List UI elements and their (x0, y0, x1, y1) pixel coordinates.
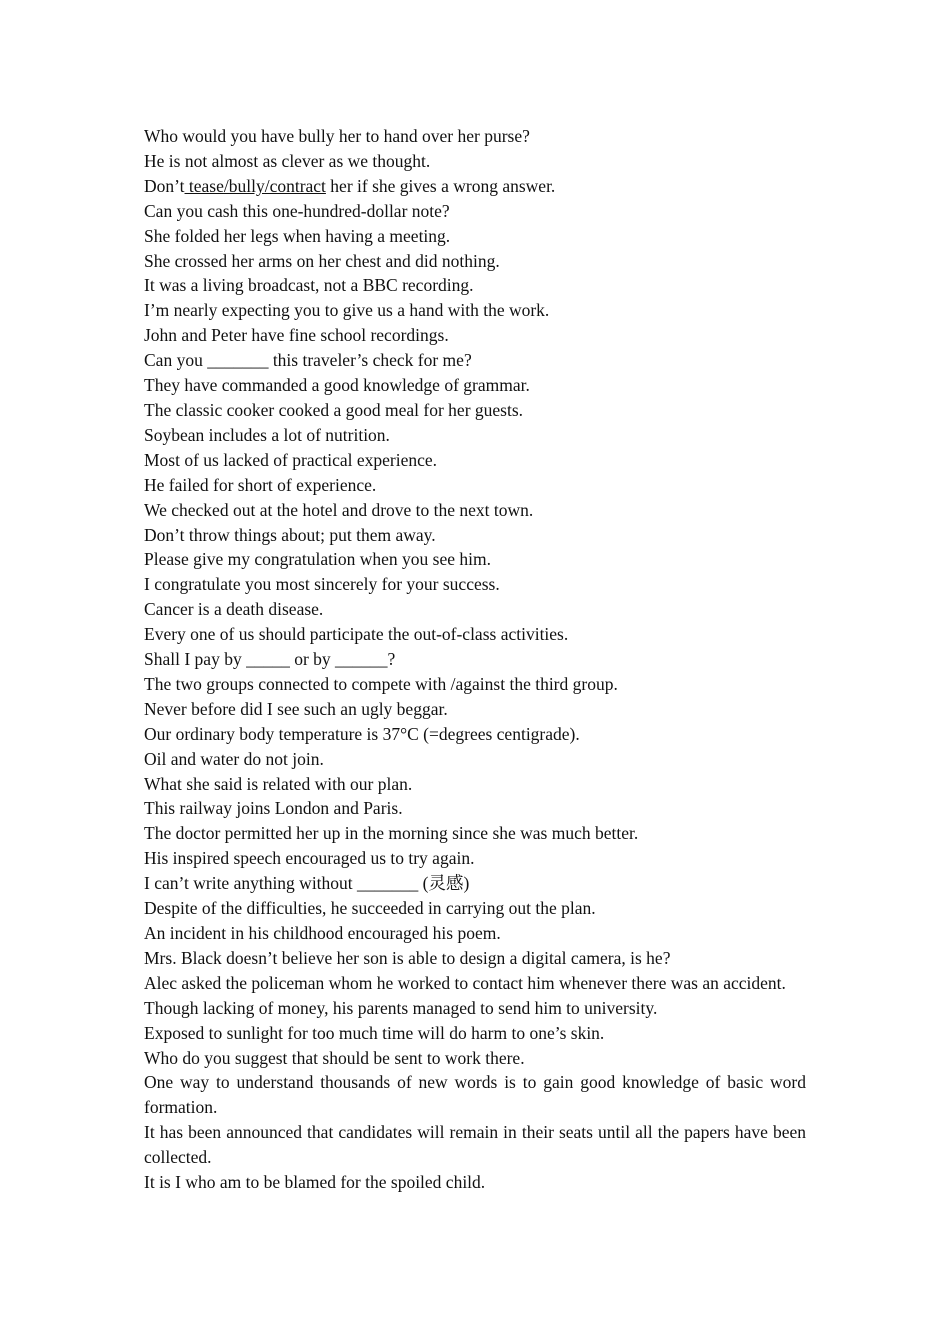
sentence-line: Never before did I see such an ugly beggar. (144, 698, 448, 719)
sentence-line: They have commanded a good knowledge of grammar. (144, 375, 530, 396)
sentence-line: We checked out at the hotel and drove to the next town. (144, 499, 534, 520)
sentence-line: One way to understand thousands of new words is to gain good knowledge of basic word formation. (144, 1072, 806, 1118)
sentence-line: Cancer is a death disease. (144, 599, 324, 620)
sentence-line: Our ordinary body temperature is 37°C (=degrees centigrade). (144, 723, 580, 744)
sentence-line: I can’t write anything without _______ (灵感) (144, 873, 470, 894)
sentence-line: He is not almost as clever as we thought. (144, 150, 431, 171)
sentence-line: She folded her legs when having a meeting. (144, 225, 451, 246)
sentence-line: It was a living broadcast, not a BBC recording. (144, 275, 474, 296)
sentence-line: An incident in his childhood encouraged his poem. (144, 923, 501, 943)
sentence-line: Please give my congratulation when you see him. (144, 549, 492, 570)
sentence-line (144, 174, 806, 199)
sentence-line: Despite of the difficulties, he succeeded in carrying out the plan. (144, 898, 596, 919)
sentence-line: John and Peter have fine school recordings. (144, 325, 449, 346)
sentence-line: Who do you suggest that should be sent to work there. (144, 1047, 525, 1068)
sentence-line: It is I who am to be blamed for the spoiled child. (144, 1172, 486, 1193)
sentence-line: What she said is related with our plan. (144, 773, 413, 794)
sentence-text: her if she gives a wrong answer. (325, 175, 556, 196)
sentence-line: The doctor permitted her up in the morning since she was much better. (144, 823, 639, 844)
sentence-line: He failed for short of experience. (144, 474, 377, 495)
sentence-line: Exposed to sunlight for too much time will do harm to one’s skin. (144, 1022, 605, 1043)
sentence-line: Don’t throw things about; put them away. (144, 524, 436, 545)
sentence-line: Soybean includes a lot of nutrition. (144, 424, 390, 445)
sentence-line: Who would you have bully her to hand over her purse? (144, 126, 530, 146)
sentence-line: Can you _______ this traveler’s check for me? (144, 350, 472, 371)
sentence-text: Don’t (144, 175, 185, 196)
sentence-line: Though lacking of money, his parents managed to send him to university. (144, 997, 658, 1018)
sentence-line: Oil and water do not join. (144, 748, 324, 769)
sentence-line: She crossed her arms on her chest and did nothing. (144, 250, 500, 271)
sentence-list (144, 124, 806, 1195)
sentence-line: Can you cash this one-hundred-dollar note? (144, 200, 450, 221)
sentence-line: His inspired speech encouraged us to try again. (144, 848, 475, 869)
sentence-line: This railway joins London and Paris. (144, 798, 403, 819)
underlined-options: tease/bully/contract (184, 175, 326, 196)
sentence-line: I’m nearly expecting you to give us a hand with the work. (144, 300, 550, 321)
sentence-line: Alec asked the policeman whom he worked to contact him whenever there was an accident. (144, 972, 786, 993)
sentence-line: Shall I pay by _____ or by ______? (144, 649, 396, 670)
sentence-line: Every one of us should participate the out-of-class activities. (144, 624, 569, 645)
sentence-line: Mrs. Black doesn’t believe her son is able to design a digital camera, is he? (144, 947, 671, 968)
sentence-line: The classic cooker cooked a good meal for her guests. (144, 399, 524, 420)
sentence-line: I congratulate you most sincerely for your success. (144, 574, 500, 595)
sentence-line: Most of us lacked of practical experience. (144, 449, 437, 470)
sentence-line: It has been announced that candidates will remain in their seats until all the papers have been collected. (144, 1122, 806, 1168)
sentence-line: The two groups connected to compete with /against the third group. (144, 673, 618, 694)
